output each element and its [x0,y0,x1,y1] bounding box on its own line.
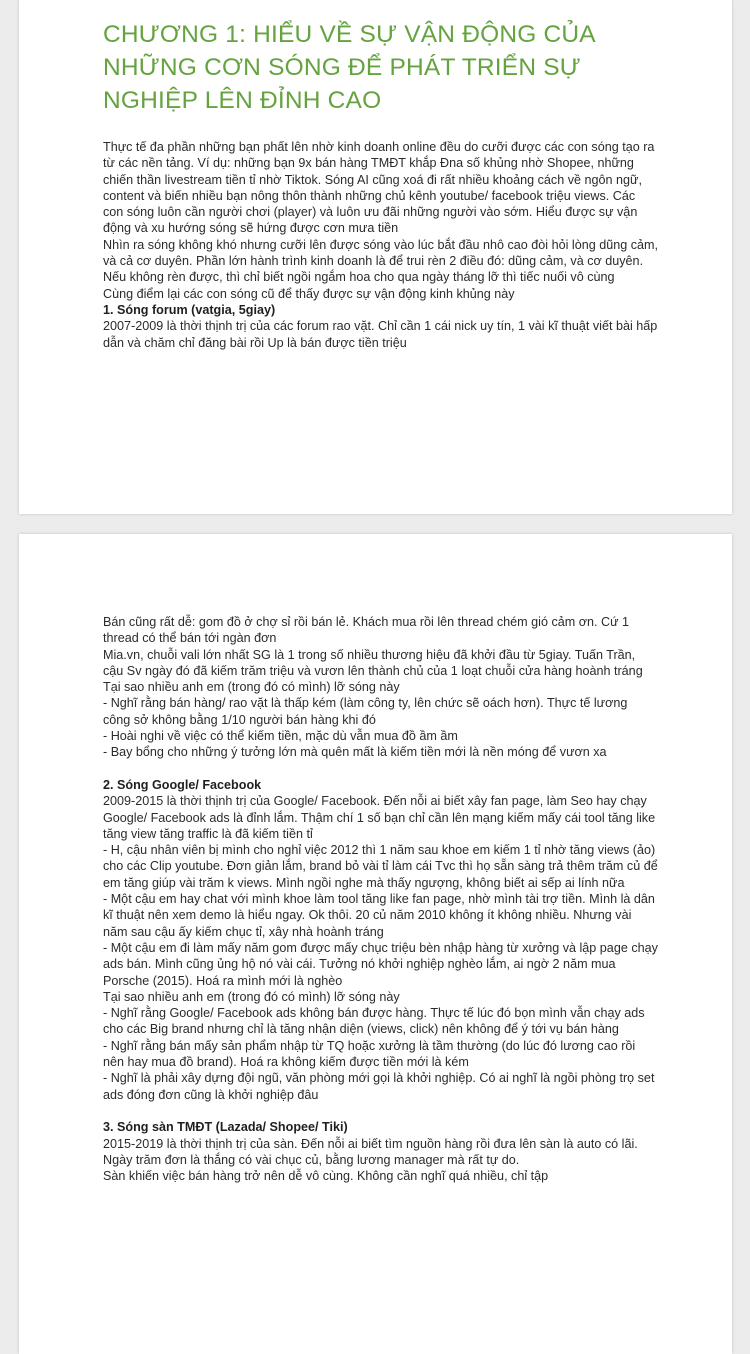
page-1-content [103,18,658,351]
section-2-bullet: - Nghĩ rằng Google/ Facebook ads không bán được hàng. Thực tế lúc đó bọn mình vẫn chạy ads cho các Big brand nhưng chỉ là tăng nhận diện (views, click) nên không để ý tới vụ bán hàng [103,1006,645,1037]
spacer [103,761,658,777]
intro-paragraph: Thực tế đa phần những bạn phất lên nhờ kinh doanh online đều do cưỡi được các con sóng tạo ra từ các nền tảng. Ví dụ: những bạn 9x bán hàng TMĐT khắp Đna số khủng nhờ Shopee, những chiến thần livestream tiền tỉ nhờ Tiktok. Sóng AI cũng xoá đi rất nhiều khoảng cách về ngôn ngữ, content và biến nhiều bạn nông thôn thành những chủ kênh youtube/ facebook triệu views. Các con sóng luôn cần người chơi (player) và luôn ưu đãi những người vào sớm. Hiểu được sự vận động và xu hướng sóng sẽ hứng được cơn mưa tiền [103,140,655,236]
section-1-paragraph: Mia.vn, chuỗi vali lớn nhất SG là 1 trong số nhiều thương hiệu đã khởi đầu từ 5giay. Tuấn Trần, cậu Sv ngày đó đã kiếm trăm triệu và vươn lên thành chủ của 1 loạt chuỗi cửa hàng hoành tráng [103,647,643,678]
spacer [103,1103,658,1119]
section-1-heading: 1. Sóng forum (vatgia, 5giay) [103,302,276,317]
section-2-bullet: - Nghĩ rằng bán mấy sản phẩm nhập từ TQ hoặc xưởng là tầm thường (do lúc đó lương cao rồi nên hay mua đồ brand). Hoá ra không kiếm được tiền mới là kém [103,1038,636,1070]
section-3-paragraph: Sàn khiến việc bán hàng trở nên dễ vô cùng. Không cần nghĩ quá nhiều, chỉ tập [103,1169,549,1184]
section-1-bullet: - Hoài nghi về việc có thể kiếm tiền, mặc dù vẫn mua đồ ầm ầm [103,729,458,744]
section-1-bullet: - Nghĩ rằng bán hàng/ rao vặt là thấp kém (làm công ty, lên chức sẽ oách hơn). Thực tế lương công sở không bằng 1/10 người bán hàng khi đó [103,696,628,727]
section-2-paragraph: Tại sao nhiều anh em (trong đó có mình) lỡ sóng này [103,989,400,1004]
section-3-paragraph: 2015-2019 là thời thịnh trị của sàn. Đến nỗi ai biết tìm nguồn hàng rồi đưa lên sàn là auto có lãi. Ngày trăm đơn là thắng có vài chục củ, bằng lương manager mà rất tự do. [103,1136,638,1167]
document-page-1 [19,0,732,514]
page-2-content [103,614,658,1184]
chapter-title: CHƯƠNG 1: HIỂU VỀ SỰ VẬN ĐỘNG CỦA NHỮNG CƠN SÓNG ĐỂ PHÁT TRIỂN SỰ NGHIỆP LÊN ĐỈNH CAO [103,21,595,114]
section-2-bullet: - Một cậu em đi làm mấy năm gom được mấy chục triệu bèn nhập hàng từ xưởng và lập page chạy ads bán. Mình cũng ủng hộ nó vài cái. Tưởng nó khởi nghiệp nghèo lắm, ai ngờ 2 năm mua Porsche (2015). Hoá ra mình mới là nghèo [103,940,658,988]
section-3-heading: 3. Sóng sàn TMĐT (Lazada/ Shopee/ Tiki) [103,1120,348,1135]
section-2-bullet: - Nghĩ là phải xây dựng đội ngũ, văn phòng mới gọi là khởi nghiệp. Có ai nghĩ là ngồi phòng trọ set ads đóng đơn cũng là khởi nghiệp đâu [103,1071,655,1102]
intro-paragraph: Nhìn ra sóng không khó nhưng cưỡi lên được sóng vào lúc bắt đầu nhô cao đòi hỏi lòng dũng cảm, và cả cơ duyên. Phần lớn hành trình kinh doanh là để trui rèn 2 điều đó: dũng cảm, và cơ duyên. Nếu không rèn được, thì chỉ biết ngồi ngắm hoa cho qua ngày tháng lỡ thì tiếc nuối vô cùng [103,237,659,285]
section-2-heading: 2. Sóng Google/ Facebook [103,777,262,792]
section-1-paragraph: Bán cũng rất dễ: gom đồ ở chợ sỉ rồi bán lẻ. Khách mua rồi lên thread chém gió cảm ơn. Cứ 1 thread có thể bán tới ngàn đơn [103,615,630,646]
section-1-paragraph: 2007-2009 là thời thịnh trị của các forum rao vặt. Chỉ cần 1 cái nick uy tín, 1 vài kĩ thuật viết bài hấp dẫn và chăm chỉ đăng bài rồi Up là bán được tiền triệu [103,319,658,350]
section-2-paragraph: 2009-2015 là thời thịnh trị của Google/ Facebook. Đến nỗi ai biết xây fan page, làm Seo hay chạy Google/ Facebook ads là đỉnh lắm. Thậm chí 1 số bạn chỉ cần lên mạng kiếm mấy cái tool tăng like tăng view tăng traffic là đã kiếm tiền tỉ [103,794,656,841]
section-2-bullet: - Một cậu em hay chat với mình khoe làm tool tăng like fan page, nhờ mình tài trợ tiền. Mình là dân kĩ thuật nên xem demo là hiểu ngay. Ok thôi. 20 củ năm 2010 không ít không nhiều. Nhưng vài năm sau cậu ấy kiếm chục tỉ, xây nhà hoành tráng [103,892,655,939]
section-2-bullet: - H, cậu nhân viên bị mình cho nghỉ việc 2012 thì 1 năm sau khoe em kiếm 1 tỉ nhờ tăng views (ảo) cho các Clip youtube. Đơn giản lắm, brand bỏ vài tỉ làm cái Tvc thì họ sẵn sàng trả thêm trăm củ để em tăng giúp vài trăm k views. Mình ngồi nghe mà thấy ngượng, không biết ai sếp ai lính nữa [103,843,658,890]
section-1-paragraph: Tại sao nhiều anh em (trong đó có mình) lỡ sóng này [103,680,400,695]
section-1-bullet: - Bay bổng cho những ý tưởng lớn mà quên mất là kiếm tiền mới là nền móng để vươn xa [103,745,607,760]
intro-paragraph: Cùng điểm lại các con sóng cũ để thấy được sự vận động kinh khủng này [103,286,515,301]
document-page-2 [19,534,732,1354]
